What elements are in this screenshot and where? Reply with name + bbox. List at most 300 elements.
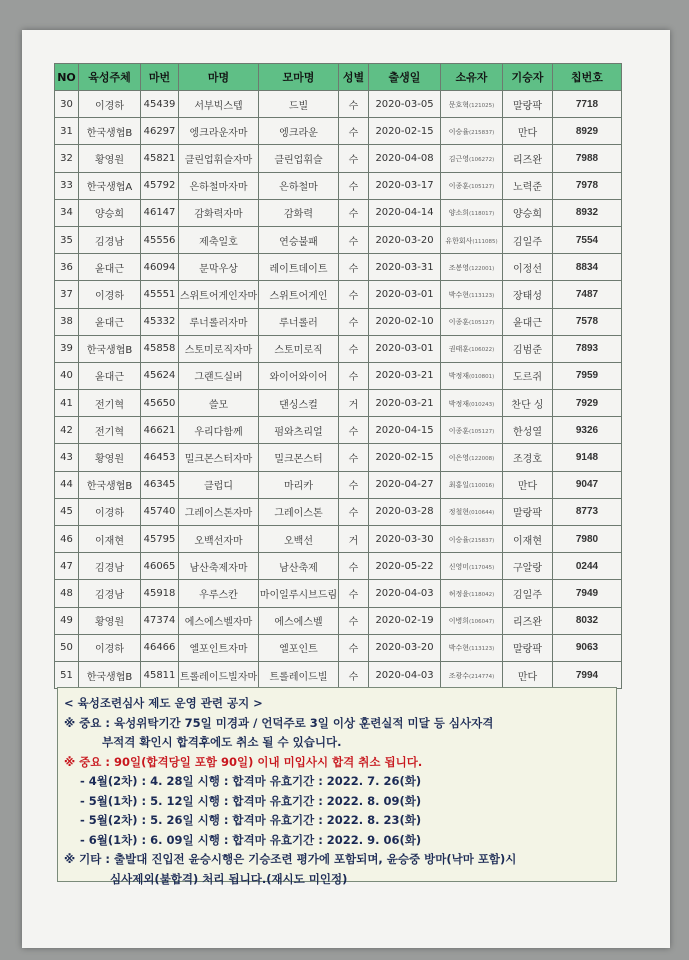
table-row: [55, 362, 622, 389]
cell-org: 전기혁: [79, 417, 141, 444]
cell-org: 이경하: [79, 91, 141, 118]
cell-dam-name: 오백선: [259, 526, 339, 553]
cell-org: 한국생협B: [79, 471, 141, 498]
cell-horse-no: 45811: [141, 661, 179, 688]
table-row: [55, 607, 622, 634]
owner-name: 이은영: [448, 454, 469, 463]
table-row: [55, 254, 622, 281]
owner-name: 이종훈: [448, 182, 469, 191]
column-header: 모마명: [259, 64, 339, 91]
owner-code: (118017): [469, 211, 495, 218]
column-header: 마번: [141, 64, 179, 91]
cell-chip-no: 7929: [553, 390, 622, 417]
cell-org: 김경남: [79, 226, 141, 253]
owner-name: 최홍일: [448, 481, 469, 490]
cell-org: 김경남: [79, 580, 141, 607]
owner-name: 조광수: [448, 671, 469, 680]
cell-chip-no: 7718: [553, 91, 622, 118]
cell-horse-name: 제축일호: [179, 226, 259, 253]
cell-horse-no: 45551: [141, 281, 179, 308]
cell-owner: [441, 145, 503, 172]
cell-dam-name: 댄싱스컬: [259, 390, 339, 417]
cell-org: 이경하: [79, 634, 141, 661]
cell-horse-no: 46065: [141, 553, 179, 580]
cell-dam-name: 감화력: [259, 199, 339, 226]
owner-code: (215837): [469, 129, 495, 136]
cell-horse-name: 엘포인트자마: [179, 634, 259, 661]
cell-rider: 말랑팍: [503, 91, 553, 118]
cell-no: 43: [55, 444, 79, 471]
cell-no: 48: [55, 580, 79, 607]
column-header: 마명: [179, 64, 259, 91]
cell-birth-date: 2020-03-21: [369, 390, 441, 417]
cell-org: 황영원: [79, 607, 141, 634]
cell-birth-date: 2020-03-30: [369, 526, 441, 553]
cell-org: 양승희: [79, 199, 141, 226]
column-header: 출생일: [369, 64, 441, 91]
column-header: 칩번호: [553, 64, 622, 91]
cell-horse-no: 46094: [141, 254, 179, 281]
cell-no: 30: [55, 91, 79, 118]
cell-owner: [441, 661, 503, 688]
cell-no: 32: [55, 145, 79, 172]
cell-birth-date: 2020-03-21: [369, 362, 441, 389]
cell-horse-name: 트롤레이드빌자마: [179, 661, 259, 688]
cell-chip-no: 7978: [553, 172, 622, 199]
cell-chip-no: 8773: [553, 498, 622, 525]
cell-horse-name: 우루스칸: [179, 580, 259, 607]
cell-horse-name: 남산축제자마: [179, 553, 259, 580]
cell-chip-no: 9063: [553, 634, 622, 661]
column-header: 기승자: [503, 64, 553, 91]
owner-name: 박수현: [448, 290, 469, 299]
cell-birth-date: 2020-03-01: [369, 335, 441, 362]
cell-horse-no: 45795: [141, 526, 179, 553]
cell-birth-date: 2020-02-15: [369, 444, 441, 471]
cell-dam-name: 드빌: [259, 91, 339, 118]
owner-name: 문호혁: [448, 100, 469, 109]
cell-owner: [441, 498, 503, 525]
cell-rider: 말랑팍: [503, 634, 553, 661]
cell-chip-no: 8929: [553, 118, 622, 145]
owner-name: 김근영: [448, 154, 469, 163]
cell-chip-no: 7980: [553, 526, 622, 553]
owner-name: 이승율: [448, 535, 469, 544]
cell-chip-no: 8834: [553, 254, 622, 281]
cell-horse-no: 47374: [141, 607, 179, 634]
notice-important-2: ※ 중요 : 90일(합격당일 포함 90일) 이내 미입사시 합격 취소 됩니다.: [64, 754, 423, 769]
cell-sex: 수: [339, 580, 369, 607]
owner-code: (122008): [469, 456, 495, 463]
table-row: [55, 471, 622, 498]
cell-no: 41: [55, 390, 79, 417]
cell-birth-date: 2020-04-03: [369, 580, 441, 607]
cell-sex: 수: [339, 91, 369, 118]
cell-horse-no: 46453: [141, 444, 179, 471]
table-row: [55, 417, 622, 444]
cell-rider: 김일주: [503, 580, 553, 607]
cell-birth-date: 2020-03-31: [369, 254, 441, 281]
cell-owner: [441, 91, 503, 118]
cell-chip-no: 9326: [553, 417, 622, 444]
owner-code: (113123): [469, 292, 495, 299]
cell-dam-name: 에스에스벨: [259, 607, 339, 634]
cell-sex: 수: [339, 634, 369, 661]
owner-name: 신영미: [448, 562, 469, 571]
cell-owner: [441, 444, 503, 471]
cell-horse-name: 밀크몬스터자마: [179, 444, 259, 471]
cell-horse-name: 우리다함께: [179, 417, 259, 444]
cell-owner: [441, 607, 503, 634]
cell-no: 37: [55, 281, 79, 308]
owner-name: 박수현: [448, 644, 469, 653]
owner-name: 조봉영: [448, 263, 469, 272]
owner-name: 허정윤: [448, 589, 469, 598]
cell-owner: [441, 118, 503, 145]
cell-sex: 수: [339, 335, 369, 362]
cell-dam-name: 클린업휘슬: [259, 145, 339, 172]
cell-horse-no: 46621: [141, 417, 179, 444]
cell-sex: 수: [339, 444, 369, 471]
owner-code: (122001): [469, 265, 495, 272]
cell-rider: 김범준: [503, 335, 553, 362]
notice-schedule: - 5월(1차) : 5. 12일 시행 : 합격마 유효기간 : 2022. 8. 09(화): [80, 793, 422, 808]
cell-chip-no: 9047: [553, 471, 622, 498]
owner-code: (106047): [469, 619, 495, 626]
cell-chip-no: 7893: [553, 335, 622, 362]
notice-schedule: - 6월(1차) : 6. 09일 시행 : 합격마 유효기간 : 2022. 9. 06(화): [80, 832, 422, 847]
cell-sex: 수: [339, 553, 369, 580]
owner-code: (118042): [469, 591, 495, 598]
cell-birth-date: 2020-03-17: [369, 172, 441, 199]
cell-no: 47: [55, 553, 79, 580]
cell-horse-no: 45918: [141, 580, 179, 607]
notice-etc-cont: 심사제외(불합격) 처리 됩니다.(재시도 미인정): [110, 871, 348, 886]
cell-chip-no: 7959: [553, 362, 622, 389]
owner-code: (215837): [469, 537, 495, 544]
cell-dam-name: 엥크라운: [259, 118, 339, 145]
cell-horse-no: 45650: [141, 390, 179, 417]
cell-no: 42: [55, 417, 79, 444]
cell-owner: [441, 553, 503, 580]
cell-no: 36: [55, 254, 79, 281]
owner-name: 이병희: [448, 617, 469, 626]
cell-no: 39: [55, 335, 79, 362]
cell-rider: 이정선: [503, 254, 553, 281]
cell-horse-name: 클럽디: [179, 471, 259, 498]
cell-sex: 수: [339, 226, 369, 253]
cell-birth-date: 2020-04-03: [369, 661, 441, 688]
cell-chip-no: 7554: [553, 226, 622, 253]
cell-rider: 리즈완: [503, 607, 553, 634]
cell-owner: [441, 390, 503, 417]
horse-table: [54, 63, 622, 689]
table-row: [55, 308, 622, 335]
cell-org: 이경하: [79, 281, 141, 308]
owner-name: 권태훈: [448, 345, 469, 354]
cell-no: 49: [55, 607, 79, 634]
table-header-row: [55, 64, 622, 91]
cell-sex: 거: [339, 390, 369, 417]
cell-birth-date: 2020-03-28: [369, 498, 441, 525]
cell-dam-name: 밀크몬스터: [259, 444, 339, 471]
owner-code: (117045): [469, 564, 495, 571]
notice-box: [57, 687, 617, 886]
cell-horse-name: 오백선자마: [179, 526, 259, 553]
cell-sex: 수: [339, 254, 369, 281]
cell-rider: 말랑팍: [503, 498, 553, 525]
table-row: [55, 498, 622, 525]
cell-rider: 한성열: [503, 417, 553, 444]
cell-owner: [441, 172, 503, 199]
owner-name: 박정재: [448, 372, 469, 381]
owner-code: (106022): [469, 347, 495, 354]
cell-owner: [441, 580, 503, 607]
cell-org: 한국생협B: [79, 118, 141, 145]
cell-dam-name: 와이어와이어: [259, 362, 339, 389]
cell-horse-no: 46466: [141, 634, 179, 661]
table-row: [55, 553, 622, 580]
cell-dam-name: 남산축제: [259, 553, 339, 580]
cell-chip-no: 7949: [553, 580, 622, 607]
table-row: [55, 335, 622, 362]
cell-rider: 이재현: [503, 526, 553, 553]
cell-horse-name: 스위트어게인자마: [179, 281, 259, 308]
cell-rider: 장태성: [503, 281, 553, 308]
cell-org: 이재현: [79, 526, 141, 553]
owner-code: (010644): [469, 510, 495, 517]
cell-sex: 수: [339, 281, 369, 308]
cell-rider: 만다: [503, 661, 553, 688]
cell-birth-date: 2020-03-20: [369, 226, 441, 253]
cell-horse-name: 쓸모: [179, 390, 259, 417]
cell-owner: [441, 254, 503, 281]
cell-horse-no: 46345: [141, 471, 179, 498]
table-row: [55, 634, 622, 661]
cell-no: 33: [55, 172, 79, 199]
cell-sex: 수: [339, 199, 369, 226]
cell-dam-name: 은하철마: [259, 172, 339, 199]
cell-org: 전기혁: [79, 390, 141, 417]
cell-no: 45: [55, 498, 79, 525]
cell-horse-name: 에스에스벨자마: [179, 607, 259, 634]
cell-chip-no: 9148: [553, 444, 622, 471]
cell-rider: 도르쥐: [503, 362, 553, 389]
cell-birth-date: 2020-03-20: [369, 634, 441, 661]
cell-dam-name: 마리카: [259, 471, 339, 498]
table-row: [55, 91, 622, 118]
cell-rider: 노력준: [503, 172, 553, 199]
cell-sex: 수: [339, 498, 369, 525]
cell-horse-no: 45821: [141, 145, 179, 172]
column-header: 성별: [339, 64, 369, 91]
cell-owner: [441, 417, 503, 444]
owner-code: (106272): [469, 156, 495, 163]
cell-horse-no: 45740: [141, 498, 179, 525]
owner-code: (121025): [469, 102, 495, 109]
column-header: 소유자: [441, 64, 503, 91]
cell-chip-no: 7578: [553, 308, 622, 335]
cell-org: 이경하: [79, 498, 141, 525]
table-row: [55, 661, 622, 688]
cell-horse-no: 45556: [141, 226, 179, 253]
cell-sex: 거: [339, 526, 369, 553]
cell-rider: 만다: [503, 471, 553, 498]
cell-org: 황영원: [79, 145, 141, 172]
cell-horse-name: 감화력자마: [179, 199, 259, 226]
cell-rider: 구알랑: [503, 553, 553, 580]
cell-horse-no: 45332: [141, 308, 179, 335]
notice-title: < 육성조련심사 제도 운영 관련 공지 >: [64, 696, 263, 710]
table-body: [55, 91, 622, 689]
cell-sex: 수: [339, 607, 369, 634]
owner-code: (010801): [469, 374, 495, 381]
cell-no: 40: [55, 362, 79, 389]
table-row: [55, 390, 622, 417]
cell-dam-name: 스위트어게인: [259, 281, 339, 308]
cell-chip-no: 7994: [553, 661, 622, 688]
owner-name: 유한회사: [445, 236, 473, 245]
cell-dam-name: 연승불패: [259, 226, 339, 253]
table-row: [55, 526, 622, 553]
cell-horse-name: 스토미로직자마: [179, 335, 259, 362]
cell-org: 김경남: [79, 553, 141, 580]
cell-owner: [441, 281, 503, 308]
column-header: 육성주체: [79, 64, 141, 91]
cell-horse-no: 46147: [141, 199, 179, 226]
cell-rider: 윤대근: [503, 308, 553, 335]
cell-org: 한국생협B: [79, 335, 141, 362]
cell-owner: [441, 335, 503, 362]
owner-code: (110016): [469, 483, 495, 490]
cell-chip-no: 0244: [553, 553, 622, 580]
table-row: [55, 226, 622, 253]
owner-name: 이종훈: [448, 318, 469, 327]
owner-code: (105127): [469, 184, 495, 191]
cell-no: 38: [55, 308, 79, 335]
owner-code: (113123): [469, 646, 495, 653]
owner-name: 정철현: [448, 508, 469, 517]
owner-code: (214774): [469, 673, 495, 680]
cell-owner: [441, 199, 503, 226]
table-row: [55, 118, 622, 145]
cell-org: 황영원: [79, 444, 141, 471]
owner-code: (111085): [472, 238, 498, 245]
table-row: [55, 145, 622, 172]
cell-horse-no: 45439: [141, 91, 179, 118]
cell-horse-name: 엥크라운자마: [179, 118, 259, 145]
cell-no: 31: [55, 118, 79, 145]
cell-birth-date: 2020-02-19: [369, 607, 441, 634]
cell-dam-name: 루너롤러: [259, 308, 339, 335]
cell-horse-no: 46297: [141, 118, 179, 145]
cell-org: 윤대근: [79, 362, 141, 389]
cell-chip-no: 7988: [553, 145, 622, 172]
owner-name: 박정재: [448, 399, 469, 408]
cell-horse-no: 45858: [141, 335, 179, 362]
cell-rider: 조경호: [503, 444, 553, 471]
cell-horse-name: 루너롤러자마: [179, 308, 259, 335]
cell-rider: 김일주: [503, 226, 553, 253]
document-page: [22, 30, 670, 948]
table-row: [55, 199, 622, 226]
cell-no: 46: [55, 526, 79, 553]
cell-sex: 수: [339, 172, 369, 199]
cell-no: 50: [55, 634, 79, 661]
cell-no: 35: [55, 226, 79, 253]
cell-owner: [441, 634, 503, 661]
cell-dam-name: 그레이스톤: [259, 498, 339, 525]
cell-horse-name: 그랜드실버: [179, 362, 259, 389]
cell-sex: 수: [339, 471, 369, 498]
cell-horse-name: 그레이스톤자마: [179, 498, 259, 525]
cell-org: 윤대근: [79, 308, 141, 335]
cell-no: 34: [55, 199, 79, 226]
cell-sex: 수: [339, 417, 369, 444]
table-row: [55, 281, 622, 308]
cell-horse-no: 45624: [141, 362, 179, 389]
table-row: [55, 172, 622, 199]
cell-org: 한국생협B: [79, 661, 141, 688]
cell-sex: 수: [339, 661, 369, 688]
cell-birth-date: 2020-04-15: [369, 417, 441, 444]
cell-org: 한국생협A: [79, 172, 141, 199]
cell-org: 윤대근: [79, 254, 141, 281]
cell-dam-name: 마이일루시브드림: [259, 580, 339, 607]
cell-horse-name: 클린업휘슬자마: [179, 145, 259, 172]
cell-dam-name: 트롤레이드빌: [259, 661, 339, 688]
notice-etc: ※ 기타 : 출발대 진입전 윤승시행은 기승조련 평가에 포함되며, 윤승중 방마(낙마 포함)시: [64, 852, 517, 866]
table-row: [55, 580, 622, 607]
column-header: NO: [55, 64, 79, 91]
cell-rider: 리즈완: [503, 145, 553, 172]
cell-birth-date: 2020-02-10: [369, 308, 441, 335]
cell-rider: 만다: [503, 118, 553, 145]
cell-sex: 수: [339, 362, 369, 389]
cell-dam-name: 스토미로직: [259, 335, 339, 362]
owner-name: 이종훈: [448, 426, 469, 435]
table-row: [55, 444, 622, 471]
owner-code: (010243): [469, 401, 495, 408]
cell-birth-date: 2020-03-05: [369, 91, 441, 118]
cell-sex: 수: [339, 308, 369, 335]
cell-rider: 양승희: [503, 199, 553, 226]
owner-name: 이승율: [448, 127, 469, 136]
cell-horse-name: 문막우상: [179, 254, 259, 281]
cell-dam-name: 레이트데이트: [259, 254, 339, 281]
cell-owner: [441, 471, 503, 498]
owner-name: 양소희: [448, 209, 469, 218]
cell-birth-date: 2020-05-22: [369, 553, 441, 580]
cell-dam-name: 펌와츠리얼: [259, 417, 339, 444]
cell-owner: [441, 226, 503, 253]
cell-birth-date: 2020-04-08: [369, 145, 441, 172]
cell-chip-no: 8932: [553, 199, 622, 226]
notice-important-1-cont: 부적격 확인시 합격후에도 취소 될 수 있습니다.: [102, 735, 342, 749]
cell-no: 51: [55, 661, 79, 688]
owner-code: (105127): [469, 428, 495, 435]
notice-important-1: ※ 중요 : 육성위탁기간 75일 미경과 / 언덕주로 3일 이상 훈련실적 미달 등 심사자격: [64, 715, 494, 730]
cell-sex: 수: [339, 145, 369, 172]
cell-horse-no: 45792: [141, 172, 179, 199]
cell-dam-name: 엘포인트: [259, 634, 339, 661]
cell-birth-date: 2020-04-27: [369, 471, 441, 498]
cell-birth-date: 2020-02-15: [369, 118, 441, 145]
cell-chip-no: 8032: [553, 607, 622, 634]
cell-birth-date: 2020-04-14: [369, 199, 441, 226]
cell-owner: [441, 526, 503, 553]
cell-no: 44: [55, 471, 79, 498]
